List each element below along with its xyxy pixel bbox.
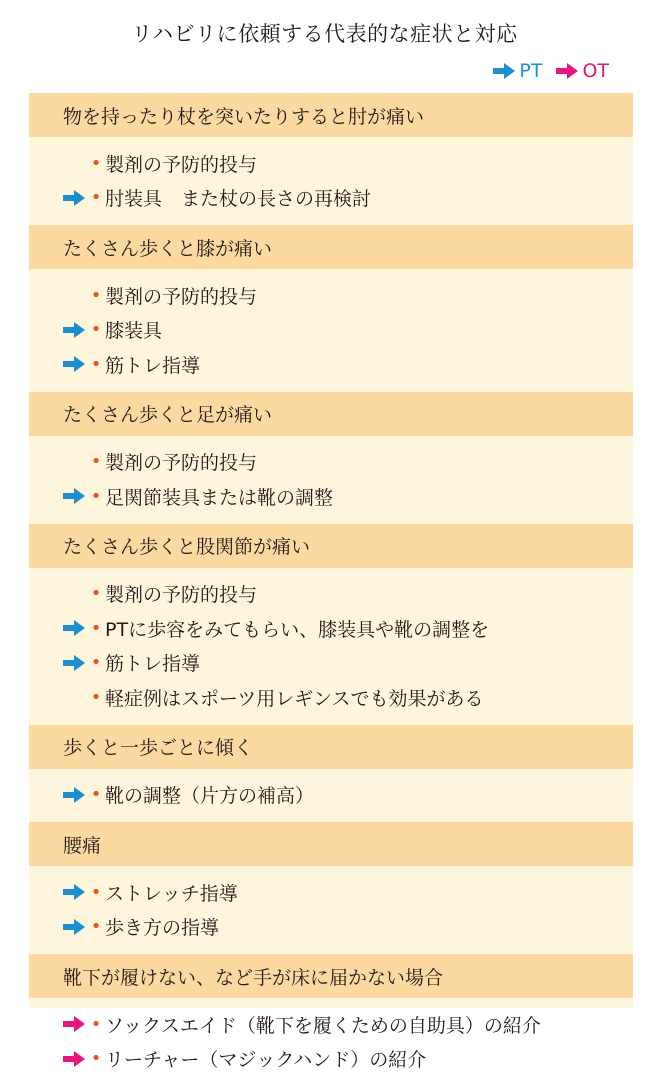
item-text: リーチャー（マジックハンド）の紹介 [105, 1049, 427, 1072]
list-item [29, 680, 633, 715]
section-body [29, 269, 633, 392]
list-item [29, 146, 633, 181]
item-text: ストレッチ指導 [105, 882, 238, 905]
bullet-icon: • [90, 284, 102, 306]
item-text: 膝装具 [105, 320, 163, 343]
bullet-icon: • [90, 652, 102, 674]
item-text: 筋トレ指導 [105, 653, 201, 676]
legend-label-ot: OT [582, 60, 609, 82]
list-item [29, 875, 633, 910]
bullet-icon: • [90, 187, 102, 209]
item-text: 軽症例はスポーツ用レギンスでも効果がある [105, 687, 484, 710]
section-body [29, 998, 633, 1086]
arrow-placeholder [29, 278, 87, 312]
pt-arrow-icon [29, 181, 87, 215]
ot-arrow-icon [29, 1007, 87, 1041]
item-text: 足関節装具または靴の調整 [105, 486, 334, 509]
arrow-placeholder [29, 680, 87, 714]
item-text: 肘装具 また杖の長さの再検討 [105, 188, 372, 211]
pt-arrow-icon [29, 875, 87, 909]
section-body [29, 866, 633, 954]
legend-item-pt [493, 60, 542, 82]
bullet-icon: • [90, 319, 102, 341]
pt-arrow-icon [29, 778, 87, 812]
section-body [29, 568, 633, 725]
section-header: たくさん歩くと膝が痛い [29, 225, 633, 269]
bullet-icon: • [90, 881, 102, 903]
pt-arrow-icon [29, 313, 87, 347]
section-header: たくさん歩くと股関節が痛い [29, 524, 633, 568]
ot-arrow-icon [29, 1042, 87, 1076]
section-body [29, 137, 633, 225]
bullet-icon: • [90, 1048, 102, 1070]
bullet-icon: • [90, 617, 102, 639]
list-item [29, 778, 633, 813]
bullet-icon: • [90, 353, 102, 375]
arrow-placeholder [29, 577, 87, 611]
bullet-icon: • [90, 784, 102, 806]
pt-arrow-icon [29, 910, 87, 944]
arrow-placeholder [29, 146, 87, 180]
list-item [29, 646, 633, 681]
item-text: 歩き方の指導 [105, 917, 220, 940]
page-title: リハビリに依頼する代表的な症状と対応 [131, 22, 518, 46]
section-body [29, 769, 633, 823]
pt-arrow-icon [29, 347, 87, 381]
list-item [29, 347, 633, 382]
list-item [29, 278, 633, 313]
section-header: たくさん歩くと足が痛い [29, 392, 633, 436]
list-item [29, 577, 633, 612]
ot-arrow-icon [556, 63, 578, 79]
item-text: 製剤の予防的投与 [105, 153, 258, 176]
item-text: 製剤の予防的投与 [105, 285, 258, 308]
section-header: 靴下が履けない、など手が床に届かない場合 [29, 954, 633, 998]
section-header: 歩くと一歩ごとに傾く [29, 725, 633, 769]
list-item [29, 313, 633, 348]
bullet-icon: • [90, 451, 102, 473]
legend [493, 60, 609, 82]
item-text: 製剤の予防的投与 [105, 584, 258, 607]
list-item [29, 479, 633, 514]
pt-arrow-icon [493, 63, 515, 79]
bullet-icon: • [90, 583, 102, 605]
symptom-list [29, 93, 633, 1072]
list-item [29, 910, 633, 945]
bullet-icon: • [90, 1013, 102, 1035]
item-text: PTに歩容をみてもらい、膝装具や靴の調整を [105, 618, 490, 641]
pt-arrow-icon [29, 611, 87, 645]
pt-arrow-icon [29, 646, 87, 680]
item-text: 靴の調整（片方の補高） [105, 785, 315, 808]
item-text: 製剤の予防的投与 [105, 452, 258, 475]
legend-label-pt: PT [519, 60, 543, 82]
list-item [29, 611, 633, 646]
arrow-placeholder [29, 445, 87, 479]
section-header: 腰痛 [29, 822, 633, 866]
bullet-icon: • [90, 686, 102, 708]
section-header: 物を持ったり杖を突いたりすると肘が痛い [29, 93, 633, 137]
bullet-icon: • [90, 152, 102, 174]
section-body [29, 436, 633, 524]
list-item [29, 445, 633, 480]
bullet-icon: • [90, 916, 102, 938]
item-text: 筋トレ指導 [105, 354, 201, 377]
item-text: ソックスエイド（靴下を履くための自助具）の紹介 [105, 1014, 541, 1037]
pt-arrow-icon [29, 479, 87, 513]
list-item [29, 181, 633, 216]
list-item [29, 1007, 633, 1042]
legend-item-ot [556, 60, 609, 82]
bullet-icon: • [90, 485, 102, 507]
list-item [29, 1042, 633, 1077]
